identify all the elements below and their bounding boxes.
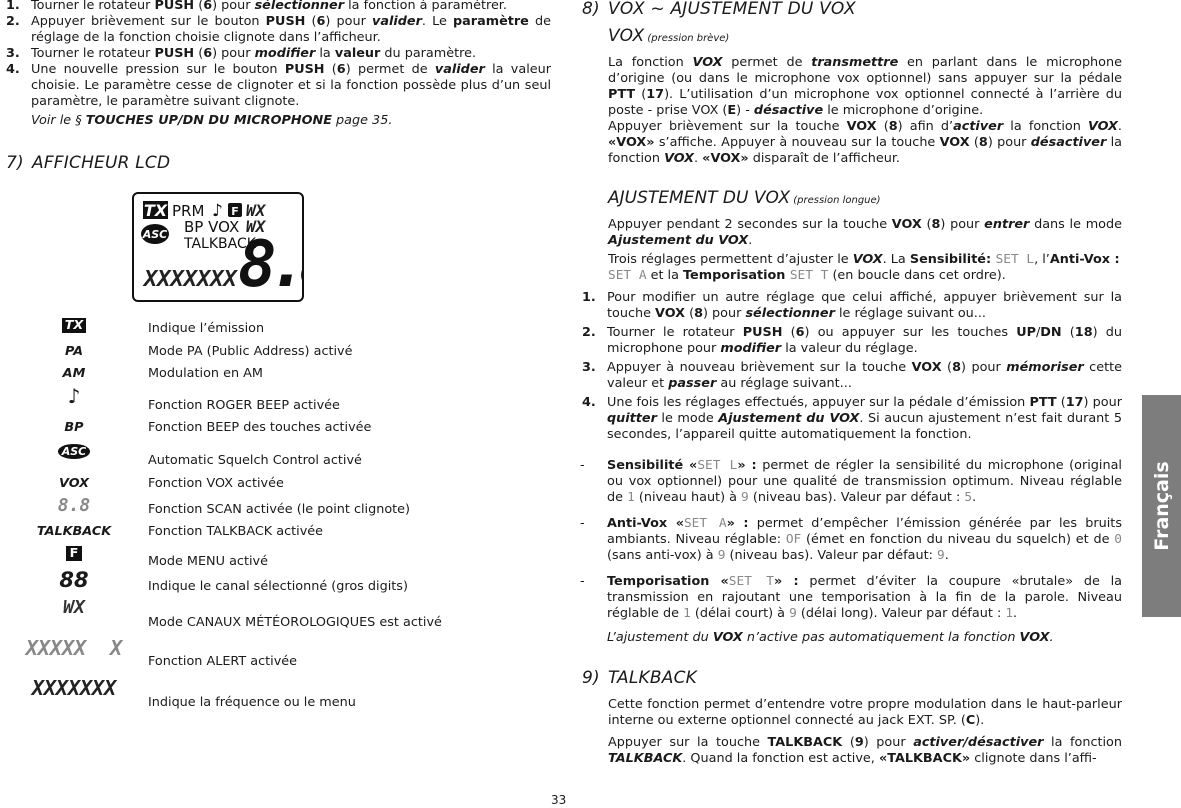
lcd-wx-label-2: WX <box>246 217 266 236</box>
adjust-step-1: 1. Pour modifier un autre réglage que celui affiché, appuyer brièvement sur la touche VOX (8) pour sélectionner le réglage suivant ou... <box>582 290 1122 321</box>
lcd-wx-label: WX <box>246 201 266 220</box>
adjust-subheading: AJUSTEMENT DU VOX (pression longue) <box>608 188 881 208</box>
f-icon: F <box>6 546 142 562</box>
page-number: 33 <box>551 793 567 807</box>
settings-dash-list <box>582 458 1122 646</box>
legend-row-menu: F Mode MENU activé <box>6 546 551 570</box>
legend-row-alert: XXXXX X Fonction ALERT activée <box>6 640 551 664</box>
lcd-asc-label: ASC <box>142 228 168 241</box>
dash-sensibilite: - Sensibilité «SET L» : permet de régler la sensibilité du microphone (original ou vox optionnel) pour une qualité de transmission optimum. Niveau réglable de 1 (niveau haut) à 9 (niveau bas). Valeur par défaut : 5. <box>580 458 1122 505</box>
adjust-paragraph-1: Appuyer pendant 2 secondes sur la touche VOX (8) pour entrer dans le mode Ajustement du VOX. <box>608 217 1122 248</box>
language-side-tab: Français <box>1142 395 1181 617</box>
legend-row-scan: 8.8 Fonction SCAN activée (le point clignote) <box>6 498 551 522</box>
adjust-paragraph-2: Trois réglages permettent d’ajuster le VOX. La Sensibilité: SET L, l’Anti-Vox : SET A et la Temporisation SET T (en boucle dans cet ordre). <box>608 252 1120 283</box>
lcd-f-label: F <box>231 205 239 218</box>
lcd-segments <box>134 194 302 300</box>
wx-icon: WX <box>63 597 85 618</box>
am-icon: AM <box>62 366 86 381</box>
legend-row-frequency: XXXXXXX Indique la fréquence ou le menu <box>6 680 551 704</box>
lcd-frequency-digits: XXXXXXX <box>144 267 237 292</box>
lcd-display-illustration <box>132 192 304 302</box>
vox-paragraph-1: La fonction VOX permet de transmettre en parlant dans le microphone d’origine (ou dans le microphone vox optionnel) sans appuyer sur la pédale PTT (17). L’utilisation d’un microphone vox optionnel connecté à l’arrière du poste - prise VOX (E) - désactive le microphone d’origine. <box>608 55 1122 118</box>
pa-icon: PA <box>64 344 84 359</box>
frequency-segments-icon: XXXXXXX <box>31 676 117 700</box>
note-icon: ♪ <box>67 384 81 408</box>
vox-note: L’ajustement du VOX n’active pas automatiquement la fonction VOX. <box>607 630 1054 645</box>
section-7-heading: 7) AFFICHEUR LCD <box>6 153 171 173</box>
lcd-note-icon: ♪ <box>212 201 223 221</box>
step-1: 1. Tourner le rotateur PUSH (6) pour sélectionner la fonction à paramétrer. <box>6 0 507 13</box>
talkback-icon: TALKBACK <box>36 524 112 539</box>
legend-row-bp: BP Fonction BEEP des touches activée <box>6 420 551 444</box>
step-3: 3. Tourner le rotateur PUSH (6) pour modifier la valeur du paramètre. <box>6 46 477 61</box>
legend-row-pa: PA Mode PA (Public Address) activé <box>6 344 551 368</box>
step-2: 2. Appuyer brièvement sur le bouton PUSH (6) pour valider. Le paramètre de réglage de la fonction choisie clignote dans l’afficheur. <box>6 14 551 45</box>
adjust-steps <box>582 290 1122 443</box>
alert-segments-icon: XXXXX X <box>25 636 123 660</box>
scan-digits-icon: 8.8 <box>57 495 91 516</box>
step-4: 4. Une nouvelle pression sur le bouton PUSH (6) permet de valider la valeur choisie. Le paramètre cesse de clignoter et si la fonction possède plus d’un seul paramètre, le paramètre suivant clignote. <box>6 62 552 109</box>
channel-digits-icon: 88 <box>59 568 89 592</box>
lcd-big-digits: 8. <box>238 228 300 300</box>
legend-row-roger-beep: ♪ Fonction ROGER BEEP activée <box>6 388 551 412</box>
talkback-block <box>608 697 1122 767</box>
legend-row-talkback: TALKBACK Fonction TALKBACK activée <box>6 524 551 548</box>
legend-row-asc: ASC Automatic Squelch Control activé <box>6 444 551 468</box>
talkback-paragraph-1: Cette fonction permet d’entendre votre propre modulation dans le haut-parleur interne ou externe optionnel connecté au jack EXT. SP. (C). <box>608 697 1122 728</box>
vox-subheading: VOX (pression brève) <box>608 26 730 46</box>
section-8-heading: 8) VOX ~ AJUSTEMENT DU VOX <box>582 0 856 19</box>
legend-row-am: AM Modulation en AM <box>6 366 551 390</box>
vox-icon: VOX <box>59 476 89 491</box>
talkback-paragraph-2: Appuyer sur la touche TALKBACK (9) pour activer/désactiver la fonction TALKBACK. Quand la fonction est active, «TALKBACK» clignote dans l’affi- <box>608 735 1123 766</box>
vox-paragraph-2: Appuyer brièvement sur la touche VOX (8) afin d’activer la fonction VOX. «VOX» s’affiche. Appuyer à nouveau sur la touche VOX (8) pour désactiver la fonction VOX. «VOX» disparaît de l’afficheur. <box>608 119 1122 166</box>
dash-anti-vox: - Anti-Vox «SET A» : permet d’empêcher l’émission générée par les bruits ambiants. Niveau réglable: OF (émet en fonction du niveau du squelch) et de 0 (sans anti-vox) à 9 (niveau bas). Valeur par défaut: 9. <box>580 516 1122 563</box>
legend-row-tx: TX Indique l’émission <box>6 318 551 342</box>
vox-block <box>608 26 1122 167</box>
asc-icon: ASC <box>6 444 142 460</box>
tx-icon: TX <box>6 318 142 334</box>
dash-temporisation: - Temporisation «SET T» : permet d’éviter la coupure «brutale» de la transmission en rajoutant une temporisation à la fin de la parole. Niveau réglable de 1 (délai court) à 9 (délai long). Valeur par défaut : 1. <box>580 574 1122 621</box>
legend-row-channel: 88 Indique le canal sélectionné (gros digits) <box>6 572 551 596</box>
lcd-prm-label: PRM <box>172 202 205 220</box>
lcd-tx-label: TX <box>143 201 168 220</box>
lcd-talkback-label: TALKBACK <box>184 236 256 252</box>
bp-icon: BP <box>64 420 84 435</box>
see-also: Voir le § TOUCHES UP/DN DU MICROPHONE page 35. <box>31 113 393 128</box>
adjust-block <box>608 188 1122 284</box>
adjust-step-2: 2. Tourner le rotateur PUSH (6) ou appuyer sur les touches UP/DN (18) du microphone pour modifier la valeur du réglage. <box>582 325 1123 356</box>
legend-row-vox: VOX Fonction VOX activée <box>6 476 551 500</box>
push-steps <box>6 0 551 129</box>
legend-row-wx: WX Mode CANAUX MÉTÉOROLOGIQUES est activé <box>6 600 551 624</box>
adjust-step-4: 4. Une fois les réglages effectués, appuyer sur la pédale d’émission PTT (17) pour quitter le mode Ajustement du VOX. Si aucun ajustement n’est fait durant 5 secondes, l’appareil quitte automatiquement la fonction. <box>582 395 1123 442</box>
lcd-bpvox-label: BP VOX <box>184 218 240 236</box>
section-9-heading: 9) TALKBACK <box>582 668 697 688</box>
adjust-step-3: 3. Appuyer à nouveau brièvement sur la touche VOX (8) pour mémoriser cette valeur et passer au réglage suivant... <box>582 360 1122 391</box>
